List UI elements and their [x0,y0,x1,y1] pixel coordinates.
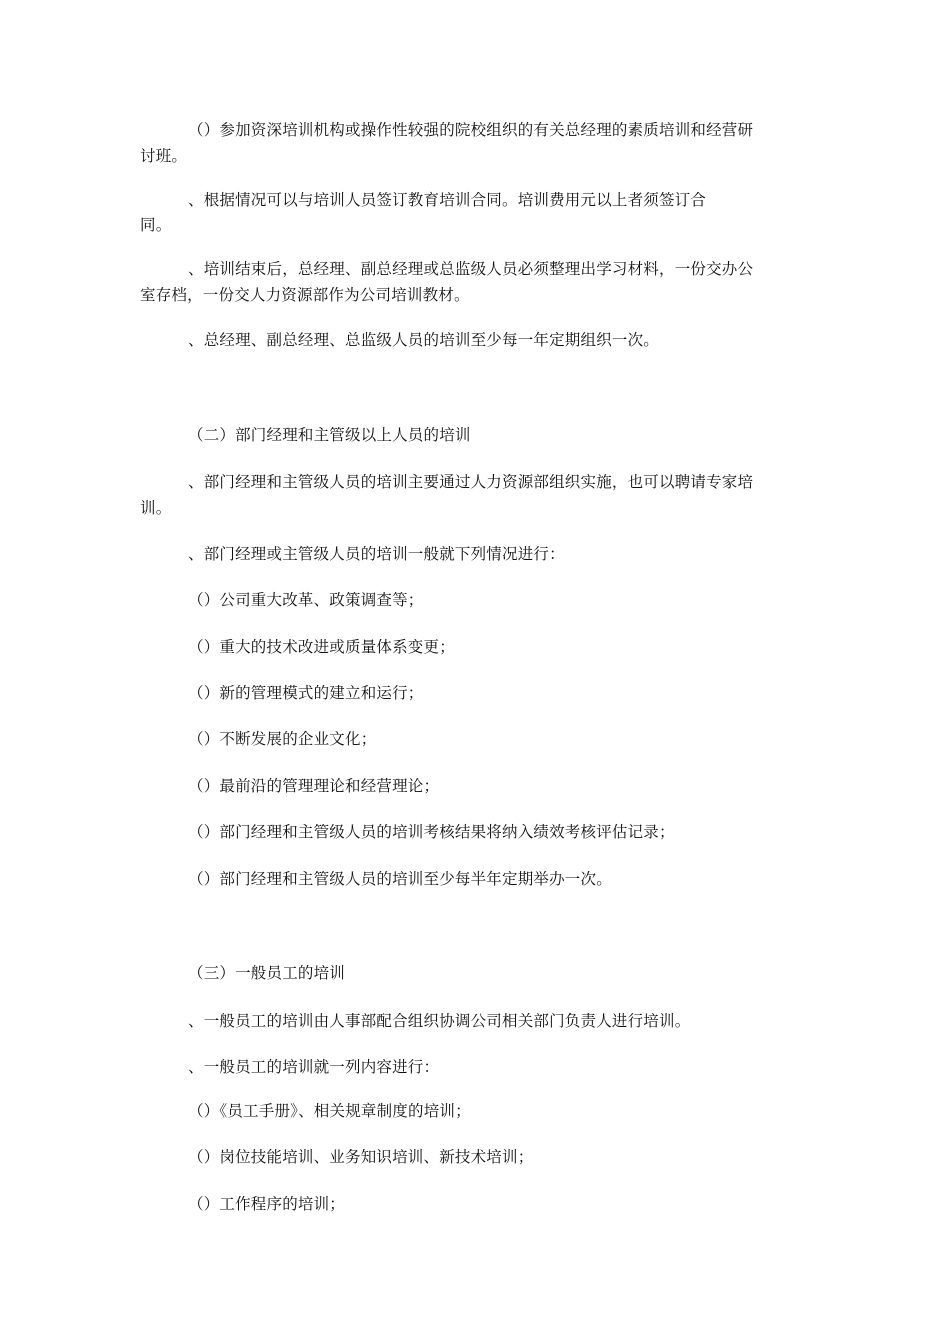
list-item: （）岗位技能培训、业务知识培训、新技术培训； [188,1148,534,1166]
paragraph-line: 训。 [140,499,172,517]
paragraph-line: 同。 [140,216,172,234]
paragraph-line: 室存档，一份交人力资源部作为公司培训教材。 [140,286,470,304]
paragraph-line: 、根据情况可以与培训人员签订教育培训合同。培训费用元以上者须签订合 [188,191,707,209]
paragraph-line: 、培训结束后，总经理、副总经理或总监级人员必须整理出学习材料，一份交办公 [188,260,754,278]
paragraph-line: 、总经理、副总经理、总监级人员的培训至少每一年定期组织一次。 [188,331,660,349]
paragraph-line: 、部门经理或主管级人员的培训一般就下列情况进行： [188,545,565,563]
paragraph-line: 、一般员工的培训就一列内容进行： [188,1058,440,1076]
list-item: （）公司重大改革、政策调查等； [188,591,424,609]
paragraph-line: 、一般员工的培训由人事部配合组织协调公司相关部门负责人进行培训。 [188,1012,691,1030]
list-item: （）新的管理模式的建立和运行； [188,684,424,702]
paragraph-line: （）参加资深培训机构或操作性较强的院校组织的有关总经理的素质培训和经营研 [188,121,754,139]
paragraph-line: 讨班。 [140,147,188,165]
list-item: （）《员工手册》、相关规章制度的培训； [188,1102,471,1120]
paragraph-line: 、部门经理和主管级人员的培训主要通过人力资源部组织实施，也可以聘请专家培 [188,473,754,491]
list-item: （）工作程序的培训； [188,1195,346,1213]
section-heading: （三）一般员工的培训 [188,964,346,982]
list-item: （）不断发展的企业文化； [188,730,377,748]
list-item: （）部门经理和主管级人员的培训至少每半年定期举办一次。 [188,870,612,888]
list-item: （）最前沿的管理理论和经营理论； [188,777,440,795]
section-heading: （二）部门经理和主管级以上人员的培训 [188,426,471,444]
list-item: （）部门经理和主管级人员的培训考核结果将纳入绩效考核评估记录； [188,823,675,841]
list-item: （）重大的技术改进或质量体系变更； [188,638,455,656]
